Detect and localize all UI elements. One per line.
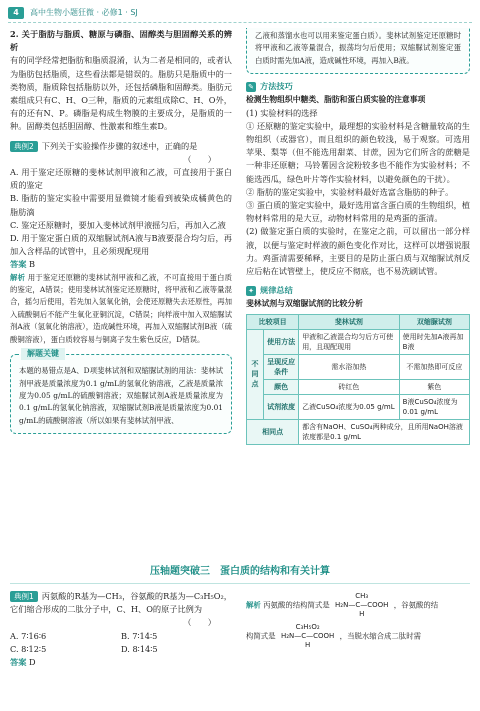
formula-main: H₂N—C—COOH bbox=[335, 601, 389, 609]
alanine-formula bbox=[335, 592, 388, 619]
example1-block bbox=[10, 590, 232, 669]
rule-heading bbox=[246, 284, 470, 297]
analysis-text-3: 构简式是 bbox=[246, 631, 276, 641]
example1-options bbox=[10, 630, 232, 656]
option-b: B. 脂肪的鉴定实验中需要用显微镜才能看到被染成橘黄色的脂肪滴 bbox=[10, 193, 232, 217]
table-cell: 使用方法 bbox=[264, 329, 299, 354]
answer-label: 答案 bbox=[10, 259, 27, 270]
table-row bbox=[247, 394, 470, 419]
table-cell: B液CuSO₄浓度为0.01 g/mL bbox=[399, 394, 469, 419]
method-heading bbox=[246, 80, 470, 93]
group-label-cell: 不同点 bbox=[247, 329, 264, 419]
glutamate-formula bbox=[281, 623, 334, 650]
formula-bottom: H bbox=[304, 641, 311, 649]
rule-subtitle: 斐林试剂与双缩脲试剂的比较分析 bbox=[246, 299, 363, 309]
method-p5: (2) 做鉴定蛋白质的实验时，在鉴定之前，可以留出一部分样液，以便与鉴定时样液的颜色变化作对比，这样可以增强说服力。鸡蛋清需要稀释，主要目的是防止蛋白质与双缩脲试剂反应后粘在试管壁上，使反应不彻底，也不易洗刷试管。 bbox=[246, 226, 470, 277]
method-p4: ③ 蛋白质的鉴定实验中，最好选用富含蛋白质的生物组织，植物材料常用的是大豆，动物材料常用的是鸡蛋的蛋清。 bbox=[246, 200, 470, 224]
example1-paren: （ ） bbox=[183, 617, 216, 628]
page-header bbox=[0, 0, 480, 22]
example1-analysis bbox=[246, 592, 470, 650]
key-text-continued: 乙液和蒸馏水也可以用来鉴定蛋白质）。斐林试剂鉴定还原糖时将甲液和乙液等量混合，振荡均匀后使用；双缩脲试剂鉴定蛋白质时需先加A液，造成碱性环境，再加入B液。 bbox=[255, 31, 461, 65]
table-header-cell: 双缩脲试剂 bbox=[399, 314, 469, 329]
page-number: 4 bbox=[8, 7, 24, 19]
example2-text: 下列关于实验操作步骤的叙述中，正确的是 bbox=[41, 140, 198, 151]
analysis-paragraph bbox=[10, 272, 232, 346]
method-p1: (1) 实验材料的选择 bbox=[246, 107, 318, 118]
method-subtitle: 检测生物组织中糖类、脂肪和蛋白质实验的注意事项 bbox=[246, 95, 426, 105]
key-box bbox=[10, 349, 232, 434]
key-box-continued bbox=[246, 28, 470, 74]
option-d: D. 用于鉴定蛋白质的双缩脲试剂A液与B液要混合均匀后，再加入含样品的试管中，且必须现配现用 bbox=[10, 233, 232, 257]
table-row bbox=[247, 419, 470, 444]
formula-top: C₃H₅O₂ bbox=[295, 623, 320, 631]
option-a: A. 7∶16∶6 bbox=[10, 630, 47, 641]
table-cell: 紫色 bbox=[399, 379, 469, 394]
intro-title: 2. 关于脂肪与脂质、糖原与磷脂、固醇类与胆固醇关系的辨析 bbox=[10, 29, 232, 53]
table-cell: 需水浴加热 bbox=[299, 354, 399, 379]
right-column bbox=[246, 28, 470, 445]
option-b: B. 7∶14∶5 bbox=[121, 630, 158, 641]
banner-divider bbox=[10, 583, 470, 584]
intro-body: 有的同学经常把脂肪和脂质混淆，认为二者是相同的，或者认为脂肪包括脂质，这些看法都是错误的。脂肪只是脂质中的一类物质，脂质除包括脂肪以外，还包括磷脂和固醇类。脂肪元素组成只有C、H、O三种，脂质的元素组成除C、H、O外，有的还有N、P。磷脂是构成生物膜的主要成分，是脂质的一种。固醇类包括胆固醇、性激素和维生素D。 bbox=[10, 55, 232, 132]
table-cell: 乙液CuSO₄浓度为0.05 g/mL bbox=[299, 394, 399, 419]
example1-tag: 典例1 bbox=[10, 591, 38, 602]
table-cell: 试剂浓度 bbox=[264, 394, 299, 419]
example2-stem bbox=[10, 140, 232, 153]
rule-title: 规律总结 bbox=[260, 285, 293, 296]
key-title: 解题关键 bbox=[21, 348, 65, 360]
table-cell: 颜色 bbox=[264, 379, 299, 394]
header-divider bbox=[8, 22, 472, 23]
answer-value: D bbox=[29, 657, 36, 668]
analysis-text: 用于鉴定还原糖的斐林试剂甲液和乙液，不可直接用于蛋白质的鉴定，A错误；使用斐林试剂鉴定还原糖时，将甲液和乙液等量混合，摇匀后使用，若先加入氢氧化钠，会使还原糖失去还原性，再加入硫酸铜后不能产生氧化亚铜沉淀，C错误；向样液中加入双缩脲试剂A液（氢氧化钠溶液），造成碱性环境，再加入双缩脲试剂B液（硫酸铜溶液），蛋白质较容易与铜离子发生紫色反应，D错误。 bbox=[10, 272, 232, 344]
option-c: C. 鉴定还原糖时，要加入斐林试剂甲液摇匀后，再加入乙液 bbox=[10, 219, 226, 230]
answer-value: B bbox=[29, 259, 36, 270]
common-label-cell: 相同点 bbox=[247, 419, 299, 444]
example2-paren: （ ） bbox=[183, 153, 216, 164]
table-header-cell: 斐林试剂 bbox=[299, 314, 399, 329]
example2-tag: 典例2 bbox=[10, 141, 38, 152]
example1-answer bbox=[10, 656, 232, 669]
table-header-cell: 比较项目 bbox=[247, 314, 299, 329]
method-title: 方法技巧 bbox=[260, 81, 293, 92]
table-cell: 不需加热即可反应 bbox=[399, 354, 469, 379]
analysis-text-2: ，谷氨酸的结 bbox=[393, 600, 439, 610]
answer-label: 答案 bbox=[10, 657, 27, 668]
analysis-label: 解析 bbox=[10, 272, 26, 282]
option-a: A. 用于鉴定还原糖的斐林试剂甲液和乙液，可直接用于蛋白质的鉴定 bbox=[10, 167, 232, 191]
table-row bbox=[247, 379, 470, 394]
pencil-icon: ✎ bbox=[246, 82, 256, 92]
analysis-text-4: ，当脱水缩合成二肽时需 bbox=[339, 631, 421, 641]
formula-bottom: H bbox=[359, 610, 365, 618]
example1-text: 丙氨酸的R基为—CH₃，谷氨酸的R基为—C₃H₅O₂，它们缩合形成的二肽分子中，C、H、O的原子比例为 bbox=[10, 591, 232, 615]
common-cell: 都含有NaOH、CuSO₄两种成分，且所用NaOH溶液浓度都是0.1 g/mL bbox=[299, 419, 470, 444]
analysis-text-1: 丙氨酸的结构简式是 bbox=[263, 600, 330, 610]
lightbulb-icon: ✦ bbox=[246, 286, 256, 296]
option-d: D. 8∶14∶5 bbox=[121, 643, 158, 654]
table-cell: 使用时先加A液再加B液 bbox=[399, 329, 469, 354]
table-row bbox=[247, 329, 470, 354]
formula-main: H₂N—C—COOH bbox=[280, 632, 335, 640]
table-row bbox=[247, 354, 470, 379]
key-text: 本题的易错点是A、D项斐林试剂和双缩脲试剂的用法：斐林试剂甲液是质量浓度为0.1 g/mL的氢氧化钠溶液，乙液是质量浓度为0.05 g/mL的硫酸铜溶液；双缩脲试剂A液是质量浓度为0.1 g/mL的氢氧化钠溶液，双缩脲试剂B液是质量浓度为0.01 g/mL的硫酸铜溶液（所以如果有斐林试剂甲液、 bbox=[19, 366, 223, 425]
analysis-label: 解析 bbox=[246, 600, 261, 610]
formula-top: CH₃ bbox=[355, 592, 369, 600]
option-c: C. 8∶12∶5 bbox=[10, 643, 47, 654]
method-p2: ① 还原糖的鉴定实验中，最理想的实验材料是含糖量较高的生物组织（或器官），而且组织的颜色较浅，易于观察。可选用苹果、梨等（但不能选用甜菜、甘蔗，因为它们所含的蔗糖是一种非还原糖；马铃薯因含淀粉较多也不能作为实验材料；不能选西瓜，绿色叶片等作实验材料，以避免颜色的干扰）。 bbox=[246, 120, 470, 184]
answer-line bbox=[10, 258, 232, 271]
left-column bbox=[10, 28, 232, 434]
analysis-line-1 bbox=[246, 592, 470, 619]
table-header-row bbox=[247, 314, 470, 329]
section-banner: 压轴题突破三 蛋白质的结构和有关计算 bbox=[150, 566, 330, 577]
table-cell: 甲液和乙液混合均匀后方可使用，且现配现用 bbox=[299, 329, 399, 354]
analysis-line-2 bbox=[246, 623, 470, 650]
running-title: 高中生物小题狂微 · 必修1 · SJ bbox=[30, 8, 138, 17]
comparison-table bbox=[246, 314, 470, 445]
example1-stem bbox=[10, 590, 232, 616]
table-cell: 呈现反应条件 bbox=[264, 354, 299, 379]
table-cell: 砖红色 bbox=[299, 379, 399, 394]
method-p3: ② 脂肪的鉴定实验中，实验材料最好选富含脂肪的种子。 bbox=[246, 186, 454, 197]
